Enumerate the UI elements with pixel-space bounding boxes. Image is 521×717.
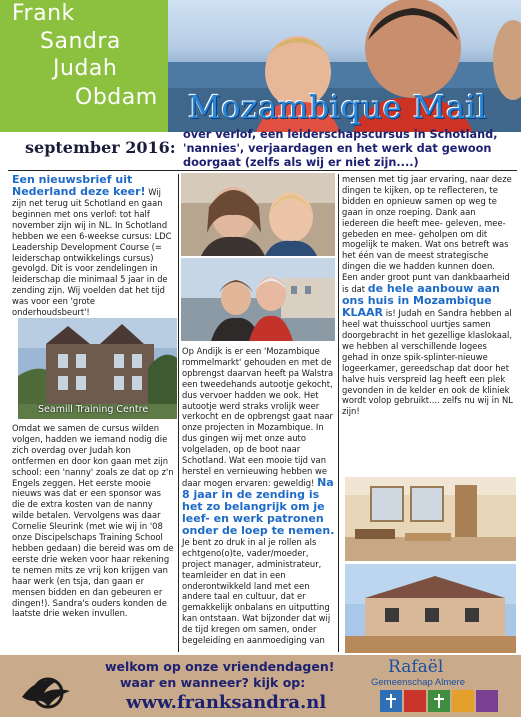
rommelmarkt-text: Op Andijk is er een 'Mozambique rommelmarkt' gehouden en met de opbrengst daarvan heeft pa Walstra een tweedehands autootje gekocht, dus vervoer hadden we ook. Het autootje werd straks vrolijk weer verkocht en de opbrengst gaat naar onze projecten in Mozambique. In dus gingen wij met onze auto volgeladen, op de boot naar Schotland. Wat een mooie tijd van herstel en vernieuwing hebben we daar mogen ervaren: geweldig! xyxy=(182,346,334,488)
when-where-text: waar en wanneer? kijk op: xyxy=(120,675,306,690)
column-3-body xyxy=(342,174,514,417)
parents-photo xyxy=(181,258,335,341)
name-sandra: Sandra xyxy=(40,29,121,54)
house-photo xyxy=(345,564,516,653)
column-2-body xyxy=(182,346,336,646)
seamill-photo xyxy=(18,318,177,419)
classroom-photo xyxy=(345,477,516,561)
header-divider xyxy=(8,170,517,171)
issue-subtitle: over verlof, een leiderschapscursus in Schotland, 'nannies', verjaardagen en het werk dat gewoon doorgaat (zelfs als wij er niet zijn....) xyxy=(183,128,498,169)
sandra-judah-photo xyxy=(181,173,335,256)
friends-days-invite: welkom op onze vriendendagen! xyxy=(105,659,335,674)
gratitude-text: Een ander groot punt van dankbaarheid is dat xyxy=(342,272,510,295)
extension-highlight: de hele aanbouw aan ons huis in Mozambique KLAAR xyxy=(342,282,500,320)
column-divider-2 xyxy=(338,174,339,652)
seamill-caption: Seamill Training Centre xyxy=(38,404,149,415)
patterns-highlight: Na 8 jaar in de zending is het zo belangrijk om je leef- en werk patronen onder de loep te nemen. xyxy=(182,475,335,537)
homeschool-text: is! Judah en Sandra hebben al heel wat thuisschool uurtjes samen doorgebracht in het gezellige klaslokaal, we hebben al verschillende logees gehad in onze spik-splinter-nieuwe logeerkamer, gereedschap dat door het halve huis verspreid lag heeft een plek gevonden in de kelder en ook de kliniek wordt volop gebruikt.... zelfs nu wij in NL zijn! xyxy=(342,308,513,417)
roles-text: Je bent zo druk in al je rollen als echtgeno(o)te, vader/moeder, project manager, administrateur, teamleider en dat in een onderontwikkeld land met een andere taal en cultuur, dat er gemakkelijk onbalans en uitputting kan ontstaan. Wat bijzonder dat wij de tijd kregen om samen, onder begeleiding en aanmoediging van xyxy=(182,536,331,646)
name-frank: Frank xyxy=(12,1,75,26)
nanny-text: Omdat we samen de cursus wilden volgen, hadden we iemand nodig die zich overdag over Judah kon ontfermen en door kon gaan met zijn school: een 'nanny' zoals ze dat op z'n Engels zeggen. Het eerste mooie nieuws was dat er een sponsor was die de extra kosten van de nanny wilde betalen. Vervolgens was daar Cornelie Sleurink (met wie wij in '08 onze Discipelschaps Training School hebben gedaan) die bereid was om de eerste drie weken voor haar rekening te nemen mits ze vrij kon krijgen van haar werk (en tsja, dan gaan er mensen bidden en dan gebeuren er dingen!). Sandra's ouders konden de laatste drie weken invullen. xyxy=(12,423,174,619)
name-judah: Judah xyxy=(53,56,118,81)
column-1-body xyxy=(12,423,176,619)
names-panel xyxy=(0,0,168,132)
dove-logo-icon xyxy=(18,671,76,711)
church-name: Rafaël xyxy=(388,657,444,677)
website-link[interactable]: www.franksandra.nl xyxy=(126,692,327,713)
newsletter-title: Mozambique Mail xyxy=(188,88,488,126)
intro-highlight: Een nieuwsbrief uit Nederland deze keer! xyxy=(12,173,146,198)
intro-text: Wij zijn net terug uit Schotland en gaan beginnen met ons verlof: tot half november zijn wij in NL. In Schotland hebben we een 6-weekse cursus: LDC Leadership Development Course (= leiderschap ontwikkelings cursus) gevolgd. Dit is voor zendelingen in leiderschap die minimaal 5 jaar in de zending zijn. Wij voelden dat het tijd was voor een 'grote onderhoudsbeurt'! xyxy=(12,187,172,318)
column-divider-1 xyxy=(178,174,179,652)
church-emblems-icon xyxy=(380,690,500,712)
name-obdam: Obdam xyxy=(75,85,158,110)
column-1-intro xyxy=(12,174,175,318)
issue-date: september 2016: xyxy=(25,138,176,157)
church-subtitle: Gemeenschap Almere xyxy=(371,677,465,688)
reflection-text: mensen met tig jaar ervaring, naar deze dingen te kijken, op te reflecteren, te bidden en opnieuw samen op weg te gaan in onze roeping. Dank aan iedereen die heeft mee- geleven, mee- gebeden en mee- geholpen om dit mogelijk te maken. Wat ons betreft was het één van de meest strategische dingen die we hadden kunnen doen. xyxy=(342,174,512,272)
